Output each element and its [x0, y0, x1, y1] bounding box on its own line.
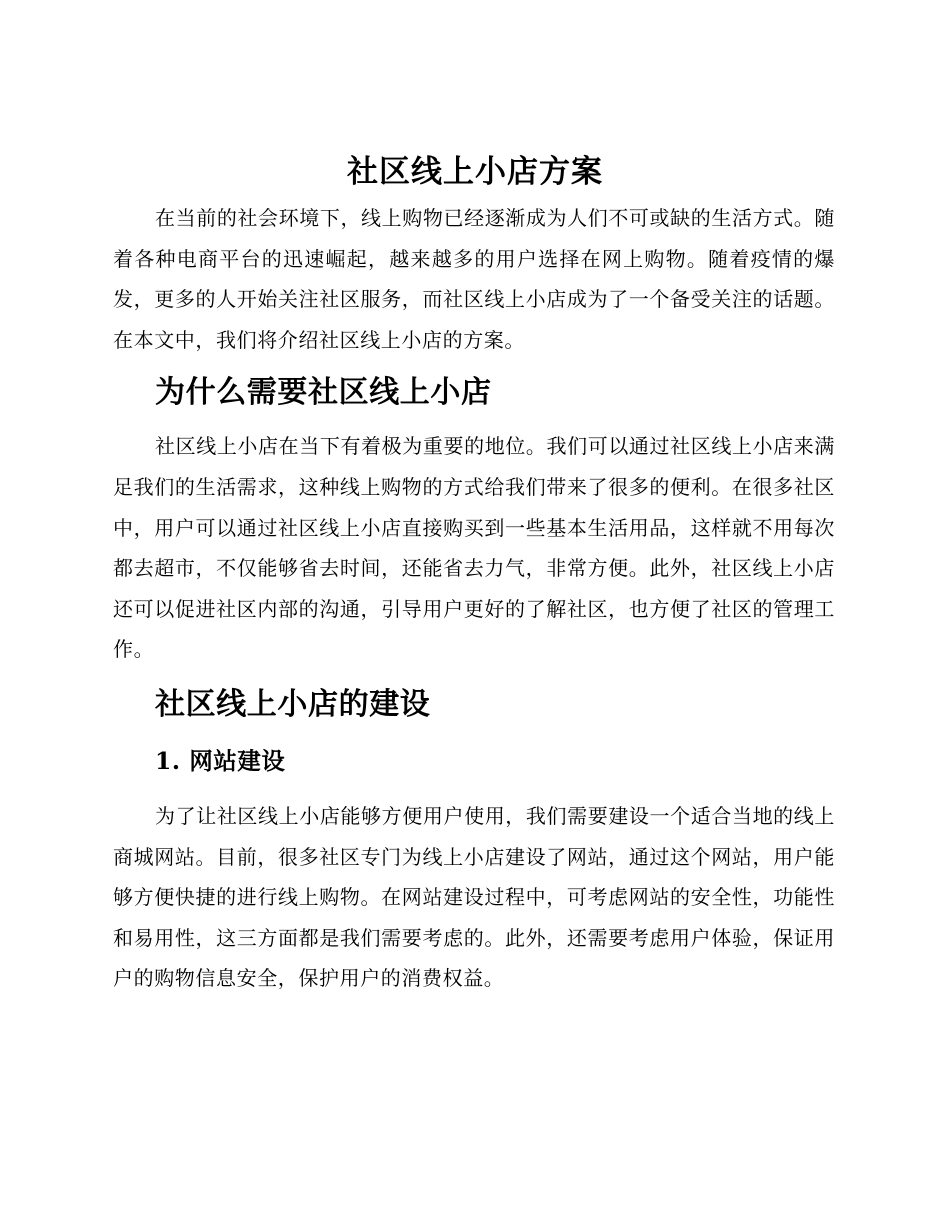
- section-why-paragraph: 社区线上小店在当下有着极为重要的地位。我们可以通过社区线上小店来满足我们的生活需求，这种线上购物的方式给我们带来了很多的便利。在很多社区中，用户可以通过社区线上小店直接购买到一些基本生活用品，这样就不用每次都去超市，不仅能够省去时间，还能省去力气，非常方便。此外，社区线上小店还可以促进社区内部的沟通，引导用户更好的了解社区，也方便了社区的管理工作。: [113, 434, 835, 662]
- intro-paragraph: 在当前的社会环境下，线上购物已经逐渐成为人们不可或缺的生活方式。随着各种电商平台的迅速崛起，越来越多的用户选择在网上购物。随着疫情的爆发，更多的人开始关注社区服务，而社区线上小店成为了一个备受关注的话题。在本文中，我们将介绍社区线上小店的方案。: [113, 206, 835, 352]
- section-heading-build: 社区线上小店的建设: [155, 686, 431, 722]
- document-body: [113, 198, 835, 999]
- subsection-website-paragraph: 为了让社区线上小店能够方便用户使用，我们需要建设一个适合当地的线上商城网站。目前，很多社区专门为线上小店建设了网站，通过这个网站，用户能够方便快捷的进行线上购物。在网站建设过程中，可考虑网站的安全性，功能性和易用性，这三方面都是我们需要考虑的。此外，还需要考虑用户体验，保证用户的购物信息安全，保护用户的消费权益。: [113, 803, 835, 991]
- section-heading-why: 为什么需要社区线上小店: [155, 375, 492, 411]
- document-title: 社区线上小店方案: [347, 154, 603, 190]
- subsection-heading-website: 1. 网站建设: [155, 746, 286, 775]
